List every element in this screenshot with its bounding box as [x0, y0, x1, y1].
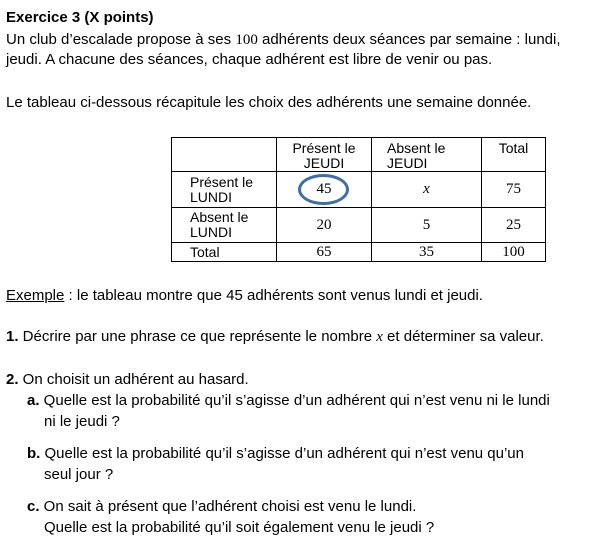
question-1-text-a: Décrire par une phrase ce que représente le nombre	[18, 328, 377, 345]
cell-present-total: 75	[482, 172, 546, 208]
contingency-table	[171, 137, 546, 262]
intro-line-2: jeudi. A chacune des séances, chaque adhérent est libre de venir ou pas.	[6, 51, 493, 68]
table-row	[172, 243, 546, 262]
question-2c-text: On sait à présent que l’adhérent choisi est venu le lundi.	[39, 498, 417, 515]
example-line	[6, 287, 483, 305]
intro-number: 100	[235, 32, 258, 48]
cell-present-present: 45	[277, 172, 372, 208]
question-2b-label: b.	[27, 445, 41, 462]
row-header-absent-lundi: Absent le LUNDI	[172, 208, 277, 243]
table-corner-cell	[172, 138, 277, 172]
intro-text-1a: Un club d’escalade propose à ses	[6, 31, 236, 48]
cell-present-absent: x	[372, 172, 482, 208]
question-2b-line-2: seul jour ?	[44, 466, 114, 483]
question-1-number: 1.	[6, 328, 19, 345]
question-2c-label: c.	[27, 498, 40, 515]
col-header-present-jeudi: Présent le JEUDI	[277, 138, 372, 172]
table-row	[172, 208, 546, 243]
cell-total-present: 65	[277, 243, 372, 262]
row-header-present-lundi: Présent le LUNDI	[172, 172, 277, 208]
question-1-text-b: et déterminer sa valeur.	[382, 328, 544, 345]
col-header-total: Total	[482, 138, 546, 172]
cell-absent-absent: 5	[372, 208, 482, 243]
question-2a-text: Quelle est la probabilité qu’il s’agisse d’un adhérent qui n’est venu ni le lundi	[39, 392, 550, 409]
question-2a-label: a.	[27, 392, 40, 409]
cell-total-absent: 35	[372, 243, 482, 262]
question-1-variable: x	[376, 329, 383, 345]
question-1	[6, 328, 544, 346]
question-2b-text: Quelle est la probabilité qu’il s’agisse d’un adhérent qui n’est venu qu’un	[40, 445, 524, 462]
row-header-total: Total	[172, 243, 277, 262]
example-text: : le tableau montre que 45 adhérents sont venus lundi et jeudi.	[64, 287, 483, 304]
question-2c-line-2: Quelle est la probabilité qu’il soit également venu le jeudi ?	[44, 519, 435, 536]
highlight-circle	[298, 174, 349, 205]
question-2-text: On choisit un adhérent au hasard.	[18, 371, 249, 388]
intro-text-1b: adhérents deux séances par semaine : lundi,	[257, 31, 561, 48]
question-2a-line-2: ni le jeudi ?	[44, 413, 120, 430]
cell-absent-present: 20	[277, 208, 372, 243]
cell-total-total: 100	[482, 243, 546, 262]
table-row	[172, 172, 546, 208]
question-2a-line-1	[27, 392, 550, 410]
intro-line-1	[6, 31, 561, 49]
question-2	[6, 371, 249, 389]
question-2-number: 2.	[6, 371, 19, 388]
question-2c-line-1	[27, 498, 416, 516]
intro-line-3: Le tableau ci-dessous récapitule les choix des adhérents une semaine donnée.	[6, 94, 532, 111]
example-label: Exemple	[6, 287, 65, 304]
question-2b-line-1	[27, 445, 524, 463]
col-header-absent-jeudi: Absent le JEUDI	[372, 138, 482, 172]
exercise-title: Exercice 3 (X points)	[6, 9, 154, 26]
cell-absent-total: 25	[482, 208, 546, 243]
